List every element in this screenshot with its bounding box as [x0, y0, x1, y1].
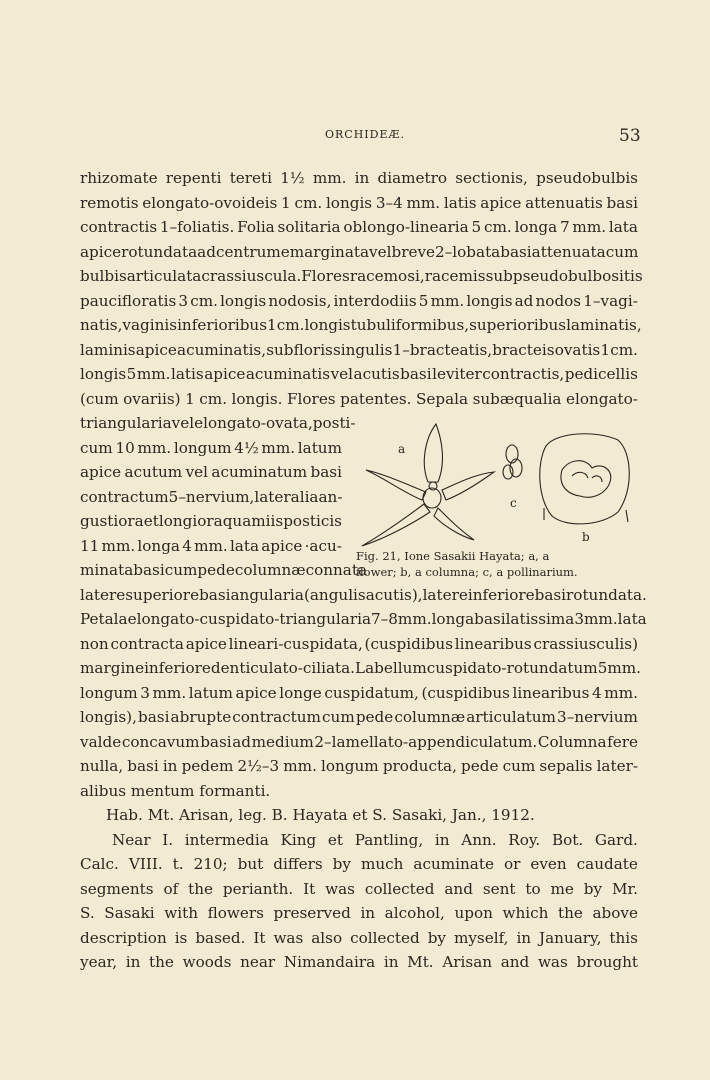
- orchid-illustration: [356, 412, 636, 552]
- text-line: nulla, basi in pedem 2½–3 mm. longum producta, pede cum sepalis later-: [80, 757, 638, 775]
- text-line: Calc. VIII. t. 210; but differs by much acuminate or even caudate: [80, 855, 638, 873]
- text-line: cum 10 mm. longum 4½ mm. latum: [80, 438, 342, 457]
- text-line: description is based. It was also collected by myself, in January, this: [80, 928, 638, 947]
- text-line: longis), basi abrupte contractum cum pede columnæ articulatum 3–nervium: [80, 708, 638, 726]
- text-line: apice rotundata ad centrum emarginata vel breve 2–lobata basi attenuata cum: [80, 242, 639, 261]
- figure-label-c: c: [510, 496, 517, 510]
- text-line: non contracta apice lineari-cuspidata, (cuspidibus linearibus crassiusculis): [80, 634, 638, 653]
- text-line: Near I. intermedia King et Pantling, in Ann. Roy. Bot. Gard.: [112, 830, 638, 849]
- figure-caption-line: Fig. 21, Ione Sasakii Hayata; a, a: [356, 549, 550, 563]
- text-line: contractum 5–nervium, lateralia an-: [80, 487, 343, 506]
- text-line: alibus mentum formanti.: [80, 781, 271, 800]
- figure-caption: [356, 548, 636, 580]
- figure-label-b: b: [582, 530, 590, 544]
- text-line: triangularia vel elongato-ovata, posti-: [80, 414, 356, 432]
- text-line: latere superiore basi angularia (angulis acutis), latere inferiore basi rotundata.: [80, 585, 647, 604]
- text-line: S. Sasaki with flowers preserved in alcohol, upon which the above: [80, 904, 638, 922]
- text-line: minata basi cum pede columnæ connata: [80, 561, 368, 579]
- text-line: 11 mm. longa 4 mm. lata apice ·acu-: [80, 536, 342, 555]
- text-line: (cum ovariis) 1 cm. longis. Flores patentes. Sepala subæqualia elongato-: [80, 389, 638, 408]
- text-line: valde concavum basi ad medium 2–lamellato-appendiculatum. Columna fere: [80, 732, 638, 751]
- text-line: apice acutum vel acuminatum basi: [80, 463, 342, 481]
- page-number: 53: [619, 126, 641, 146]
- text-line: rhizomate repenti tereti 1½ mm. in diametro sectionis, pseudobulbis: [80, 169, 638, 187]
- figure-caption-line: flower; b, a columna; c, a pollinarium.: [356, 565, 578, 579]
- text-line: gustiora et longiora quam iis posticis: [80, 512, 342, 530]
- figure-label-a: a: [398, 442, 406, 456]
- text-line: remotis elongato-ovoideis 1 cm. longis 3–4 mm. latis apice attenuatis basi: [80, 193, 638, 212]
- text-line: segments of the perianth. It was collected and sent to me by Mr.: [80, 879, 638, 898]
- text-line: paucifloratis 3 cm. longis nodosis, interdodiis 5 mm. longis ad nodos 1–vagi-: [80, 291, 638, 310]
- habitat-line: Hab. Mt. Arisan, leg. B. Hayata et S. Sasaki, Jan., 1912.: [106, 806, 535, 824]
- text-line: margine inferiore denticulato-ciliata. Labellum cuspidato-rotundatum 5 mm.: [80, 659, 642, 677]
- text-line: longis 5 mm. latis apice acuminatis vel acutis basi leviter contractis, pedicellis: [80, 365, 638, 383]
- text-line: year, in the woods near Nimandaira in Mt. Arisan and was brought: [80, 953, 638, 971]
- text-line: bulbis articulata crassiuscula. Flores racemosi, racemis sub pseudobulbo sitis: [80, 267, 643, 285]
- text-line: contractis 1–foliatis. Folia solitaria oblongo-linearia 5 cm. longa 7 mm. lata: [80, 218, 638, 236]
- text-line: laminis apice acuminatis, sub floris singulis 1–bracteatis, bracteis ovatis 1 cm.: [80, 340, 638, 359]
- text-line: longum 3 mm. latum apice longe cuspidatum, (cuspidibus linearibus 4 mm.: [80, 683, 638, 702]
- text-line: natis, vaginis inferioribus 1 cm. longis tubuliformibus, superioribus laminatis,: [80, 316, 642, 334]
- running-head: ORCHIDEÆ.: [325, 128, 406, 141]
- text-line: Petala elongato-cuspidato-triangularia 7–8 mm. longa basi latissima 3 mm. lata: [80, 610, 647, 628]
